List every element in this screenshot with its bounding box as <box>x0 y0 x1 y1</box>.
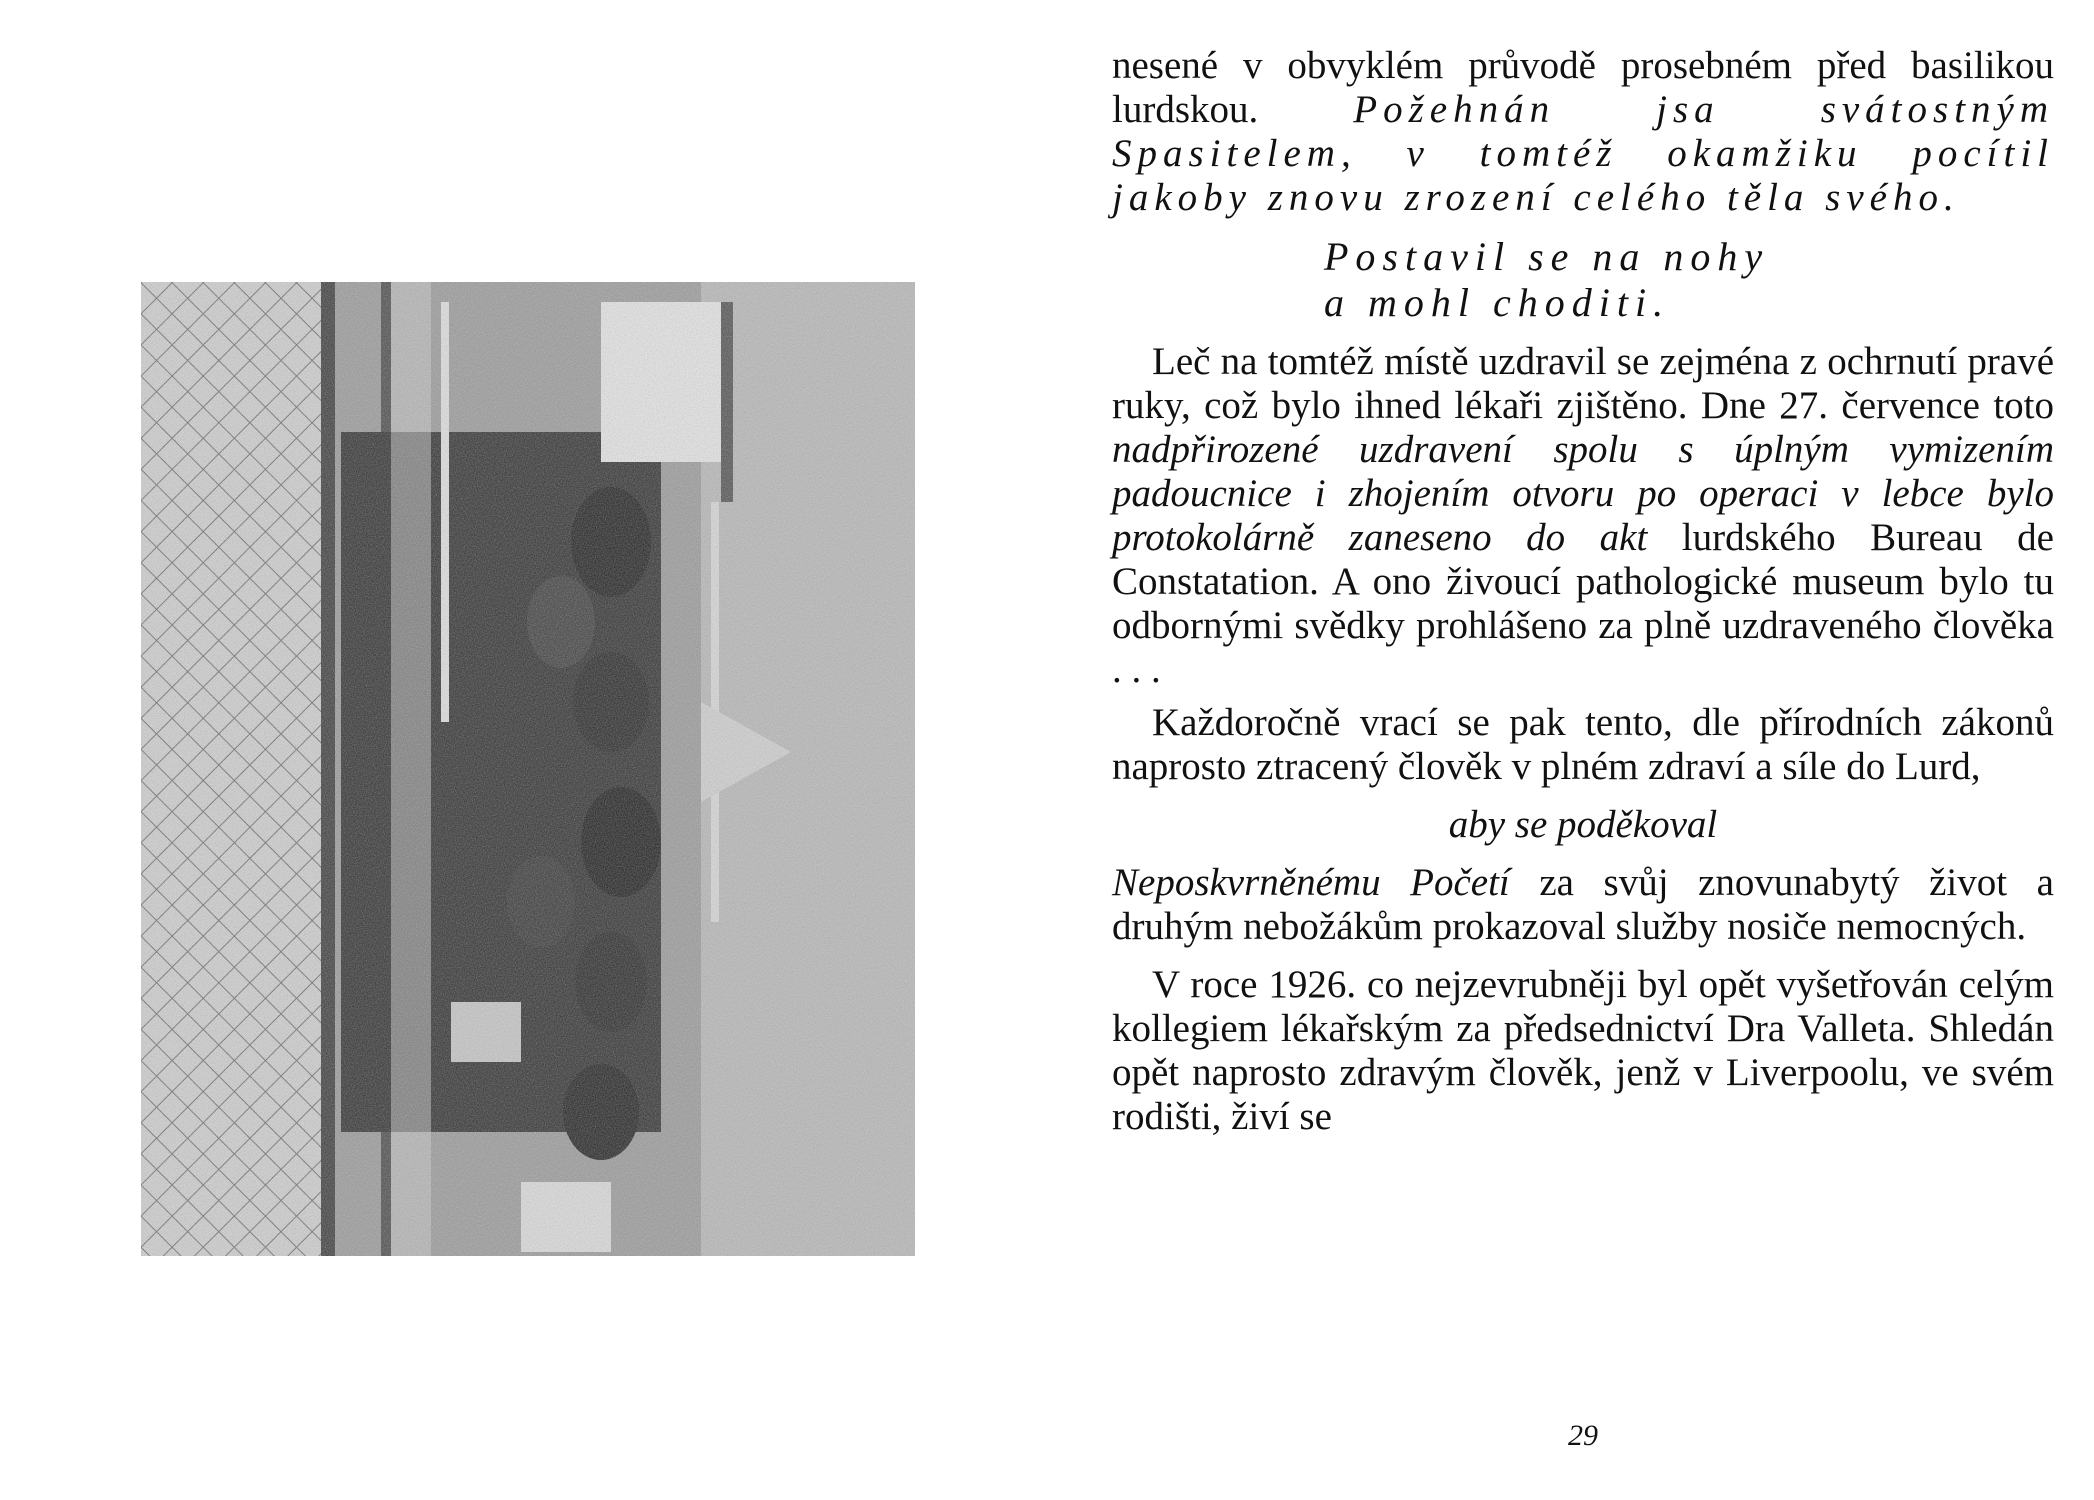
emphasis-block-1 <box>1324 234 2054 326</box>
procession-photograph <box>141 282 915 1256</box>
paragraph-5: V roce 1926. co nejzevrubněji byl opět vyšetřován celým kollegiem lékařským za předsednictví Dra Valleta. Shledán opět naprosto zdravým člověk, jenž v Liverpoolu, ve svém rodišti, živí se <box>1112 963 2054 1138</box>
emphasis-line-1: Postavil se na nohy <box>1324 234 1770 279</box>
paragraph-2 <box>1112 340 2054 692</box>
paragraph-1-plain: nesené v obvyklém průvodě prosebném před basilikou lurdskou. <box>1112 44 2054 131</box>
paragraph-1-spaced: Požehnán jsa svátostným Spasitelem, v tomtéž okamžiku pocítil jakoby znovu zrození celého těla svého. <box>1112 88 2055 219</box>
paragraph-1 <box>1112 44 2054 220</box>
text-page <box>1112 44 2055 1452</box>
paragraph-2-italic: nadpřirozené uzdravení spolu s úplným vymizením padoucnice i zhojením otvoru po operaci v lebce bylo protokolárně zaneseno do akt <box>1112 428 2054 559</box>
paragraph-4-plain: za svůj znovunabytý život a druhým nebožákům prokazoval služby nosiče nemocných. <box>1112 861 2054 948</box>
paragraph-2-plain-a: Leč na tomtéž místě uzdravil se zejména z ochrnutí pravé ruky, což bylo ihned lékaři zjištěno. Dne 27. července toto <box>1112 340 2054 427</box>
paragraph-2-plain-b: lurdského Bureau de Constatation. A ono živoucí pathologické museum bylo tu odbornými svědky prohlášeno za plně uzdraveného člověka . . . <box>1112 516 2054 691</box>
paragraph-4 <box>1112 861 2054 949</box>
emphasis-line-3: aby se poděkoval <box>1448 803 1718 846</box>
photograph-image <box>141 282 915 1256</box>
paragraph-3: Každoročně vrací se pak tento, dle přírodních zákonů naprosto ztracený člověk v plném zdraví a síle do Lurd, <box>1112 701 2054 788</box>
emphasis-line-2: a mohl choditi. <box>1324 280 1671 325</box>
paragraph-4-italic: Neposkvrněnému Početí <box>1112 861 1510 904</box>
page-number: 29 <box>1568 1419 1598 1452</box>
